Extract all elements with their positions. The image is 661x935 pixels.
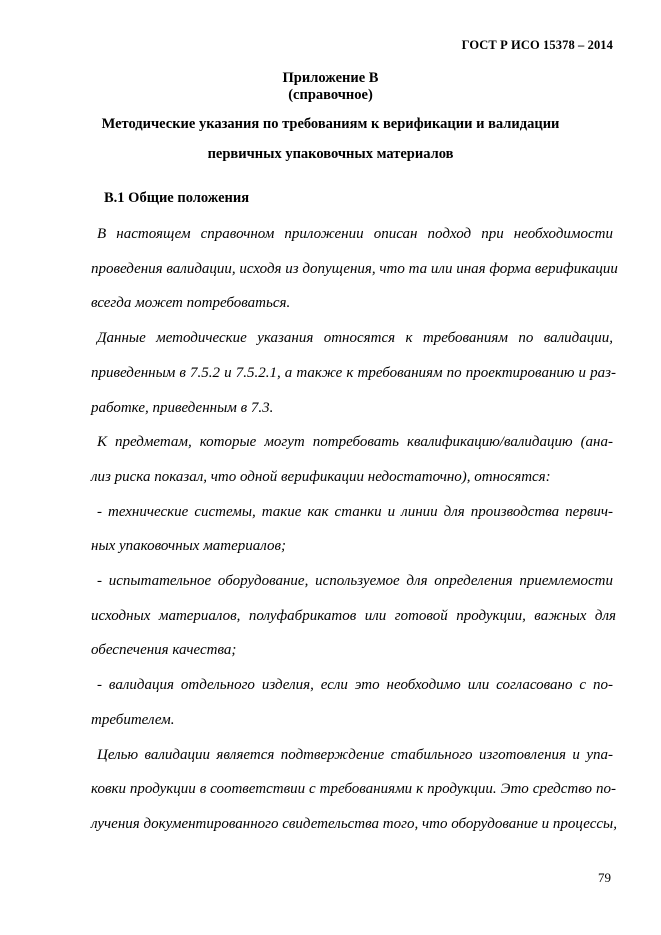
text-line: - валидация отдельного изделия, если это необходимо или согласовано с по- — [97, 677, 613, 694]
text-line: лиз риска показал, что одной верификации недостаточно), относятся: — [91, 468, 551, 485]
text-line: требителем. — [91, 711, 175, 728]
standard-code: ГОСТ Р ИСО 15378 – 2014 — [461, 38, 613, 52]
body-text — [91, 217, 618, 842]
annex-heading-line-1: Методические указания по требованиям к верификации и валидации — [101, 116, 560, 132]
annex-type: (справочное) — [288, 87, 373, 103]
annex-heading-line-2: первичных упаковочных материалов — [207, 146, 454, 162]
page-number: 79 — [598, 870, 611, 885]
text-line: ковки продукции в соответствии с требованиями к продукции. Это средство по- — [91, 781, 616, 798]
text-line: приведенным в 7.5.2 и 7.5.2.1, а также к требованиям по проектированию и раз- — [91, 364, 616, 381]
text-line: проведения валидации, исходя из допущения, что та или иная форма верификации — [91, 260, 618, 277]
text-line: Целью валидации является подтверждение стабильного изготовления и упа- — [97, 746, 613, 763]
annex-title: Приложение В — [282, 70, 379, 86]
section-heading: В.1 Общие положения — [104, 190, 250, 206]
text-line: К предметам, которые могут потребовать квалификацию/валидацию (ана- — [97, 434, 613, 451]
text-line: обеспечения качества; — [91, 642, 237, 659]
text-line: - технические системы, такие как станки и линии для производства первич- — [97, 503, 613, 520]
text-line: Данные методические указания относятся к требованиям по валидации, — [97, 330, 613, 347]
text-line: ных упаковочных материалов; — [91, 538, 286, 555]
text-line: исходных материалов, полуфабрикатов или готовой продукции, важных для — [91, 607, 616, 624]
text-line: всегда может потребоваться. — [91, 295, 291, 312]
text-line: В настоящем справочном приложении описан подход при необходимости — [97, 226, 613, 242]
text-line: работке, приведенным в 7.3. — [91, 399, 274, 416]
text-line: - испытательное оборудование, используемое для определения приемлемости — [97, 573, 613, 590]
text-line: лучения документированного свидетельства того, что оборудование и процессы, — [91, 815, 617, 832]
